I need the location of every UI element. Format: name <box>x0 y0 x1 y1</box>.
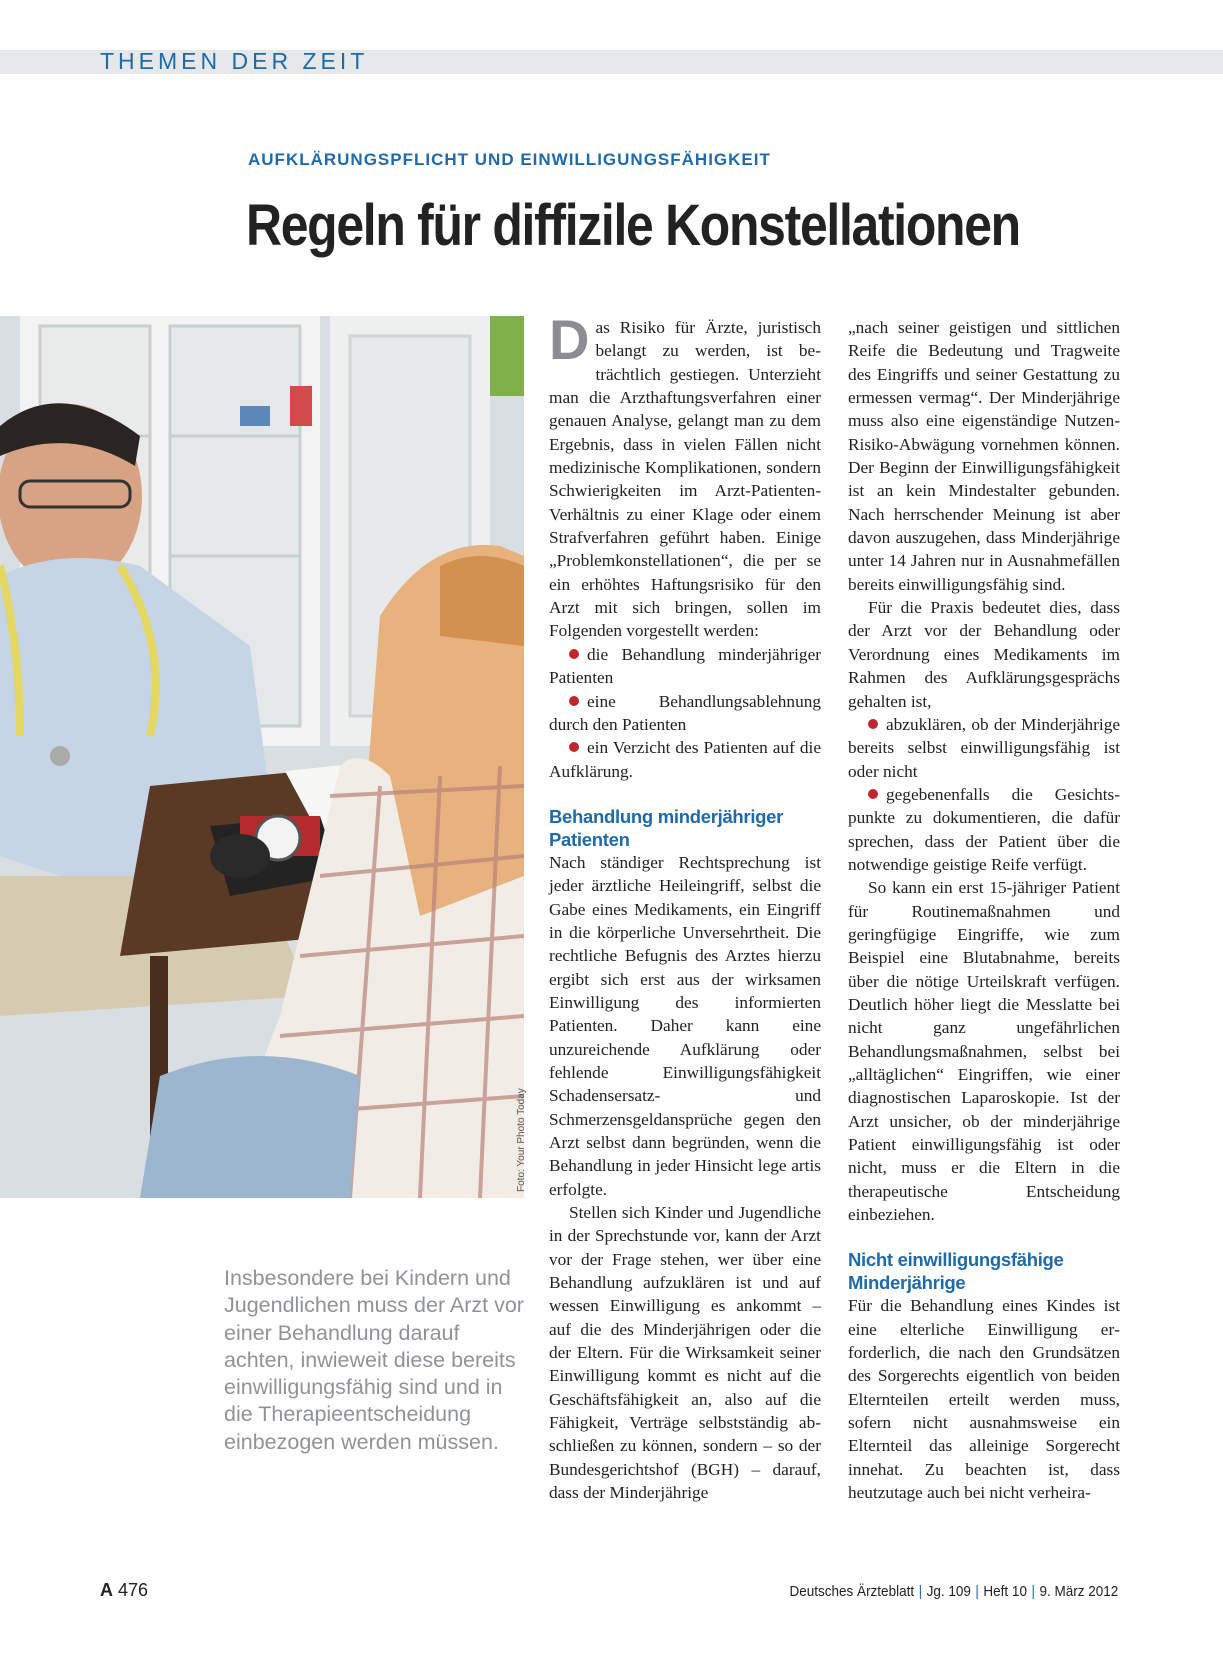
text-column-1 <box>549 308 821 1505</box>
subheading-minors: Behandlung minderjähriger Patienten <box>549 805 784 850</box>
bullet-dot-icon <box>569 742 579 752</box>
text-column-2 <box>848 316 1120 1505</box>
article-title: Regeln für diffizile Konstellationen <box>246 193 1020 258</box>
bullet-dot-icon <box>569 696 579 706</box>
issue-date: 9. März 2012 <box>1039 1583 1118 1600</box>
body-paragraph: Für die Praxis bedeutet dies, dass der Arzt vor der Behandlung oder Verordnung eines Medikaments im Rahmen des Aufklärungsgesprächs gehalten ist, <box>848 598 1120 711</box>
list-item: abzuklären, ob der Minderjährige bereits selbst einwilligungsfähig ist oder nicht <box>848 714 1120 781</box>
subheading-non-consenting-minors: Nicht einwilligungsfähige Minderjährige <box>848 1249 1064 1294</box>
body-paragraph: Nach ständiger Rechtsprechung ist jeder ärztliche Heileingriff, selbst die Gabe eines Medikaments, ein Eingriff in die körperliche Unversehrtheit. Die rechtliche Befugnis des Arztes hierzu ergibt sich erst aus der wirksamen Einwilligung des informierten Patienten. Daher kann eine unzureichende Aufklärung oder fehlende Einwilligungsfähigkeit Schadensersatz- und Schmerzensgeldansprüche gegen den Arzt selbst dann begründen, wenn die Behandlung in jeder Hinsicht lege artis erfolgte. <box>549 852 821 1199</box>
list-item: die Behandlung minderjähriger Patienten <box>549 644 821 688</box>
photo-caption: Insbesondere bei Kindern und Jugendlichen muss der Arzt vor einer Behandlung darauf achten, inwieweit diese bereits einwilligungsfähig sind und in die Therapieentscheidung einbezogen werden müssen. <box>224 1266 524 1454</box>
publication-name: Deutsches Ärzteblatt <box>789 1583 914 1600</box>
issue: Heft 10 <box>983 1583 1027 1600</box>
drop-cap: D <box>549 308 590 371</box>
bullet-dot-icon <box>868 719 878 729</box>
volume: Jg. 109 <box>926 1583 971 1600</box>
body-paragraph: Für die Behandlung eines Kindes ist eine elterliche Einwilligung erforderlich, die nach den Grundsätzen des Sorgerechts eigentlich von beiden Elternteilen erteilt werden muss, sofern nicht ausnahmsweise ein Elternteil das alleinige Sorgerecht innehat. Zu beachten ist, dass heutzutage auch bei nicht verheira- <box>848 1296 1120 1503</box>
article-photo <box>0 316 524 1198</box>
intro-text: as Risiko für Ärzte, juristisch belangt zu werden, ist beträchtlich gestiegen. Unterzieht man die Arzthaftungsverfahren einer genauen Analyse, gelangt man zu dem Ergebnis, dass in vielen Fällen nicht medizinische Komplikationen, sondern Schwierigkeiten im Arzt-Patienten-Verhältnis zu einer Klage oder einem Strafverfahren geführt haben. Einige „Problemkonstellationen“, die per se ein erhöhtes Haftungsrisiko für den Arzt mit sich bringen, sollen im Folgenden vorgestellt werden: <box>549 318 821 641</box>
list-item: gegebenenfalls die Gesichtspunkte zu dokumentieren, die dafür sprechen, dass der Patient über die notwendige geistige Reife verfügt. <box>848 784 1120 874</box>
doctor-patient-illustration <box>0 316 524 1198</box>
section-label: THEMEN DER ZEIT <box>100 48 369 74</box>
intro-paragraph <box>549 308 821 643</box>
page-number: A 476 <box>100 1580 149 1600</box>
body-paragraph: Stellen sich Kinder und Jugendliche in der Sprechstunde vor, kann der Arzt vor der Frage stehen, wer über eine Behandlung aufzuklären ist und auf wessen Einwilligung es ankommt – auf die des Minderjährigen oder die der Eltern. Für die Wirksamkeit seiner Einwilligung kommt es nicht auf die Geschäftsfähigkeit an, also auf die Fähigkeit, Verträge selbstständig abschließen zu können, sondern – so der Bundesgerichtshof (BGH) – darauf, dass der Minderjährige <box>549 1203 821 1503</box>
list-item: ein Verzicht des Patienten auf die Aufklärung. <box>549 738 821 781</box>
article-kicker: AUFKLÄRUNGSPFLICHT UND EINWILLIGUNGSFÄHIGKEIT <box>248 150 771 169</box>
body-paragraph: So kann ein erst 15-jähriger Patient für Routinemaßnahmen und geringfügige Eingriffe, wie zum Beispiel eine Blutabnahme, bereits über die nötige Urteilskraft verfügen. Deutlich höher liegt die Messlatte bei nicht ganz ungefährlichen Behandlungsmaßnahmen, selbst bei „alltäglichen“ Eingriffen, wie einer diagnostischen Laparoskopie. Ist der Arzt unsicher, ob der minderjährige Patient einwilligungsfähig ist oder nicht, muss er die Eltern in die therapeutische Entscheidung einbeziehen. <box>848 878 1120 1225</box>
bullet-dot-icon <box>868 789 878 799</box>
photo-credit: Foto: Your Photo Today <box>516 1088 527 1192</box>
intro-bullet-list <box>549 643 821 783</box>
bullet-dot-icon <box>569 649 579 659</box>
body-paragraph: „nach seiner geistigen und sittlichen Reife die Bedeutung und Tragweite des Eingriffs und seiner Gestattung zu ermessen vermag“. Der Minderjährige muss also eine eigenständige Nutzen-Risiko-Abwägung vornehmen können. Der Beginn der Einwilligungsfähigkeit ist an kein Mindestalter gebunden. Nach herrschender Meinung ist aber davon auszugehen, dass Minderjährige unter 14 Jahren nur in Ausnahmefällen bereits einwilligungsfähig sind. <box>848 318 1120 594</box>
list-item: eine Behandlungsablehnung durch den Patienten <box>549 691 821 734</box>
publication-info: Deutsches Ärzteblatt | Jg. 109 | Heft 10 | 9. März 2012 <box>789 1583 1118 1600</box>
practice-bullet-list <box>848 713 1120 876</box>
